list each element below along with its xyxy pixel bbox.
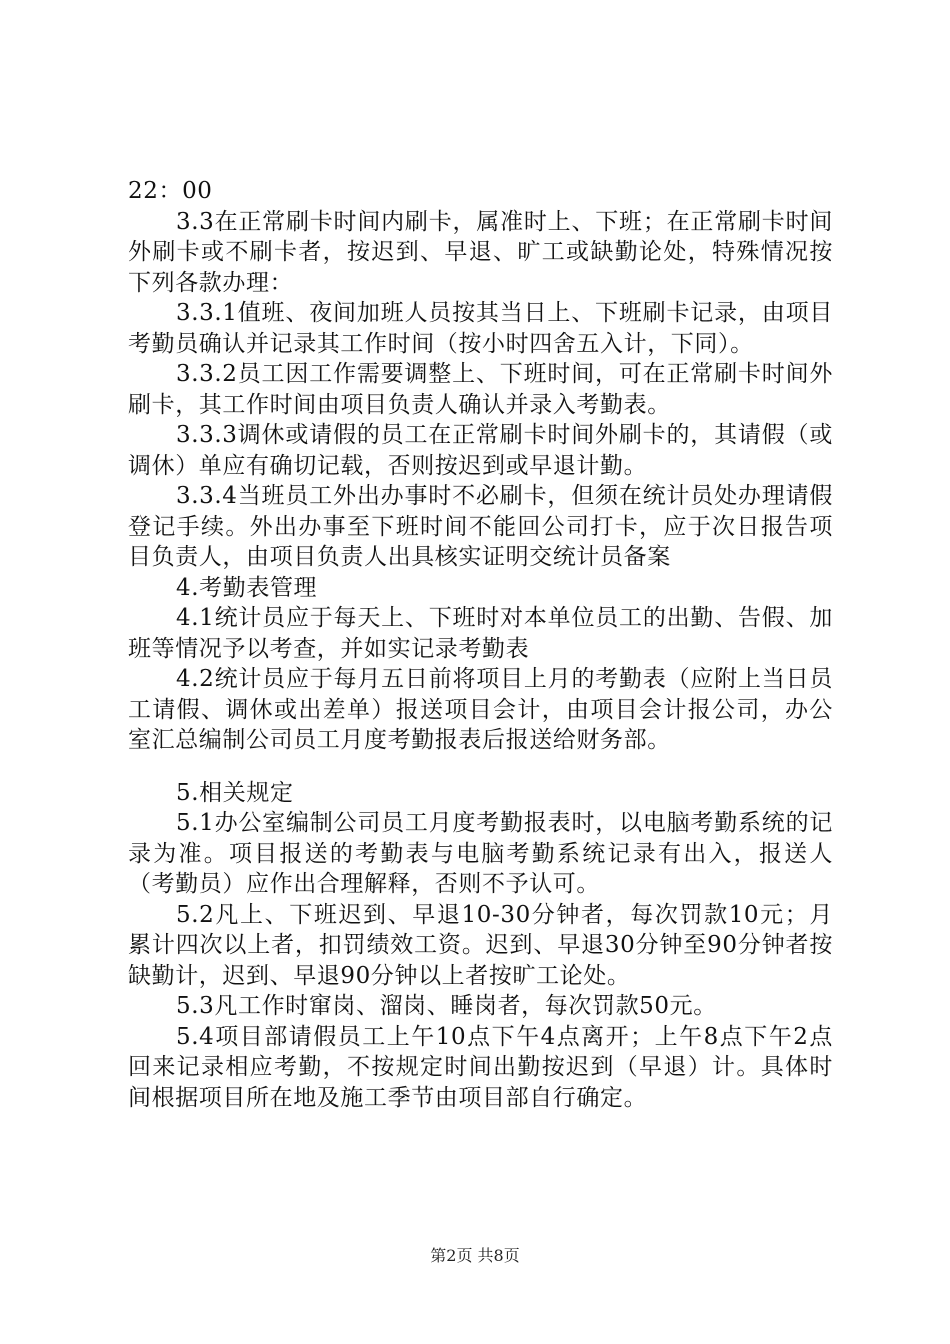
- section-heading-4: 4.考勤表管理: [176, 574, 318, 601]
- paragraph-3-3-1: 3.3.1值班、夜间加班人员按其当日上、下班刷卡记录，由项目考勤员确认并记录其工作时间（按小时四舍五入计，下同）。: [128, 300, 833, 357]
- paragraph-5-2: 5.2凡上、下班迟到、早退10-30分钟者，每次罚款10元；月累计四次以上者，扣罚绩效工资。迟到、早退30分钟至90分钟者按缺勤计，迟到、早退90分钟以上者按旷工论处。: [128, 901, 833, 989]
- section-heading-5: 5.相关规定: [176, 779, 294, 806]
- paragraph-5-3: 5.3凡工作时窜岗、溜岗、睡岗者，每次罚款50元。: [176, 993, 717, 1019]
- paragraph-3-3-4: 3.3.4当班员工外出办事时不必刷卡，但须在统计员处办理请假登记手续。外出办事至下班时间不能回公司打卡，应于次日报告项目负责人，由项目负责人出具核实证明交统计员备案: [128, 483, 833, 570]
- paragraph-3-3: 3.3在正常刷卡时间内刷卡，属准时上、下班；在正常刷卡时间外刷卡或不刷卡者，按迟到、早退、旷工或缺勤论处，特殊情况按下列各款办理：: [128, 208, 833, 296]
- page-number-footer: 第2页 共8页: [430, 1246, 520, 1265]
- paragraph-5-4: 5.4项目部请假员工上午10点下午4点离开；上午8点下午2点回来记录相应考勤，不按规定时间出勤按迟到（早退）计。具体时间根据项目所在地及施工季节由项目部自行确定。: [128, 1023, 833, 1111]
- paragraph-4-1: 4.1统计员应于每天上、下班时对本单位员工的出勤、告假、加班等情况予以考查，并如实记录考勤表: [128, 605, 833, 662]
- paragraph-5-1: 5.1办公室编制公司员工月度考勤报表时，以电脑考勤系统的记录为准。项目报送的考勤表与电脑考勤系统记录有出入，报送人（考勤员）应作出合理解释，否则不予认可。: [128, 810, 833, 897]
- paragraph-3-3-3: 3.3.3调休或请假的员工在正常刷卡时间外刷卡的，其请假（或调休）单应有确切记载，否则按迟到或早退计勤。: [128, 422, 833, 479]
- paragraph-time: 22：00: [128, 178, 213, 204]
- document-body: [128, 176, 833, 1113]
- paragraph-3-3-2: 3.3.2员工因工作需要调整上、下班时间，可在正常刷卡时间外刷卡，其工作时间由项目负责人确认并录入考勤表。: [128, 361, 833, 418]
- paragraph-4-2: 4.2统计员应于每月五日前将项目上月的考勤表（应附上当日员工请假、调休或出差单）报送项目会计，由项目会计报公司，办公室汇总编制公司员工月度考勤报表后报送给财务部。: [128, 666, 833, 753]
